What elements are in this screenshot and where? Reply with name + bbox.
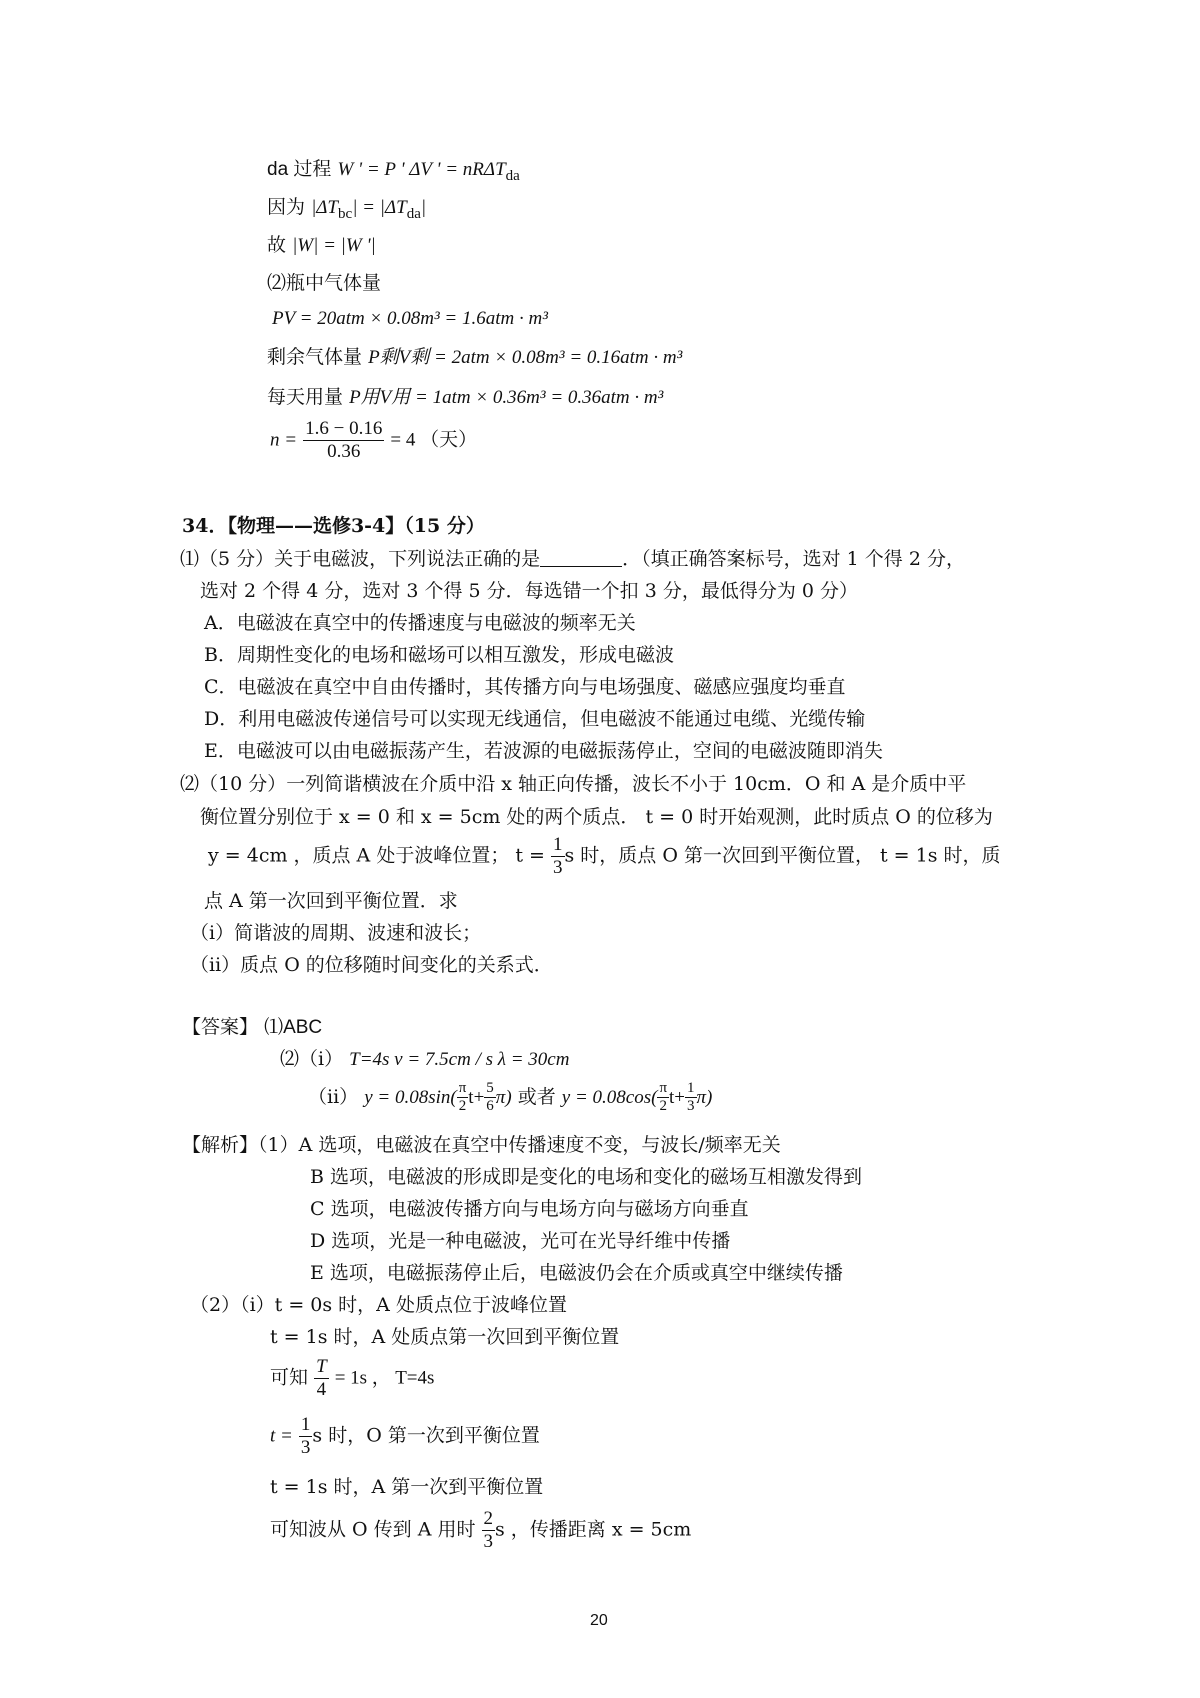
analysis-line-1 bbox=[182, 1134, 781, 1157]
n-rhs: = 4 （天） bbox=[390, 429, 478, 451]
step6-prefix: 可知波从 O 传到 A 用时 bbox=[270, 1518, 476, 1541]
option-a: A．电磁波在真空中的传播速度与电磁波的频率无关 bbox=[204, 612, 636, 634]
q34-part2-line2: 衡位置分别位于 x = 0 和 x = 5cm 处的两个质点． t = 0 时开始观测，此时质点 O 的位移为 bbox=[200, 806, 993, 828]
six-denominator: 6 bbox=[486, 1098, 494, 1115]
because-sub-right: da bbox=[406, 205, 421, 222]
five-sixths-fraction bbox=[484, 1080, 496, 1116]
or-text: 或者 bbox=[517, 1085, 556, 1108]
pi-numerator-b: π bbox=[657, 1080, 669, 1098]
so-label: 故 bbox=[267, 234, 287, 256]
answer-label: 【答案】 bbox=[182, 1016, 259, 1038]
t-over-4-fraction bbox=[314, 1356, 329, 1401]
bottle-gas-heading: ⑵瓶中气体量 bbox=[267, 272, 382, 294]
analysis-step-1: （2）（i）t = 0s 时，A 处质点位于波峰位置 bbox=[190, 1294, 567, 1316]
da-subscript: da bbox=[505, 167, 520, 184]
step3-prefix: 可知 bbox=[270, 1366, 309, 1389]
two-denominator-b: 2 bbox=[659, 1098, 667, 1115]
step4-fraction bbox=[299, 1414, 313, 1459]
da-label: da 过程 bbox=[267, 159, 332, 180]
one-third-fraction-b bbox=[685, 1080, 697, 1116]
because-eq-mid: | = |ΔT bbox=[352, 197, 407, 218]
answer-blank bbox=[540, 548, 622, 567]
answer-line-2 bbox=[280, 1048, 569, 1072]
sin-mid: t+ bbox=[468, 1086, 485, 1108]
analysis-label: 【解析】 bbox=[182, 1134, 259, 1156]
n-fraction bbox=[303, 418, 384, 463]
one-numerator: 1 bbox=[685, 1080, 697, 1098]
analysis-c: C 选项，电磁波传播方向与电场方向与磁场方向垂直 bbox=[310, 1198, 749, 1220]
cos-suffix: π) bbox=[696, 1086, 713, 1108]
sub-question-ii: （ⅱ）质点 O 的位移随时间变化的关系式． bbox=[190, 954, 553, 976]
answer-part3-label: （ii） bbox=[308, 1085, 359, 1108]
sin-suffix: π) bbox=[495, 1086, 512, 1108]
step6-numerator: 2 bbox=[483, 1508, 494, 1529]
option-d: D．利用电磁波传递信号可以实现无线通信，但电磁波不能通过电缆、光缆传输 bbox=[204, 708, 866, 730]
four-denominator: 4 bbox=[316, 1378, 327, 1400]
remaining-gas-line bbox=[267, 346, 682, 370]
n-lhs: n = bbox=[270, 429, 298, 451]
q34-part2-line1: ⑵（10 分）一列简谐横波在介质中沿 x 轴正向传播，波长不小于 10cm．O 和 A 是介质中平 bbox=[180, 773, 967, 795]
da-process-line bbox=[267, 158, 520, 185]
cos-mid: t+ bbox=[669, 1086, 686, 1108]
step4-prefix: t = bbox=[270, 1425, 293, 1447]
daily-label: 每天用量 bbox=[267, 386, 344, 408]
two-denominator: 2 bbox=[458, 1098, 467, 1115]
remaining-label: 剩余气体量 bbox=[267, 346, 363, 368]
q34-line3-text-b: s 时，质点 O 第一次回到平衡位置， t = 1s 时，质 bbox=[564, 844, 1001, 867]
analysis-a: （1）A 选项，电磁波在真空中传播速度不变，与波长/频率无关 bbox=[258, 1134, 781, 1156]
q34-part2-line4: 点 A 第一次回到平衡位置．求 bbox=[204, 890, 458, 912]
q34-part1-line2: 选对 2 个得 4 分，选对 3 个得 5 分．每选错一个扣 3 分，最低得分为 0 分） bbox=[200, 580, 859, 602]
analysis-step-6 bbox=[270, 1508, 691, 1553]
because-sub-left: bc bbox=[338, 205, 353, 222]
step4-denominator: 3 bbox=[300, 1436, 311, 1458]
answer-part2-equation: T=4s v = 7.5cm / s λ = 30cm bbox=[349, 1049, 570, 1070]
step6-suffix: s ，传播距离 x = 5cm bbox=[495, 1518, 692, 1541]
step3-suffix: = 1s ， T=4s bbox=[334, 1367, 435, 1389]
option-b: B．周期性变化的电场和磁场可以相互激发，形成电磁波 bbox=[204, 644, 674, 666]
pi-numerator: π bbox=[457, 1080, 469, 1098]
analysis-step-4 bbox=[270, 1414, 540, 1459]
n-numerator: 1.6 − 0.16 bbox=[305, 418, 383, 439]
step4-suffix: s 时，O 第一次到平衡位置 bbox=[312, 1424, 540, 1447]
q34-part1-text-a: ⑴（5 分）关于电磁波，下列说法正确的是 bbox=[180, 548, 541, 570]
daily-usage-line bbox=[267, 386, 663, 410]
five-numerator: 5 bbox=[484, 1080, 496, 1098]
analysis-e: E 选项，电磁振荡停止后，电磁波仍会在介质或真空中继续传播 bbox=[310, 1262, 843, 1284]
option-e: E．电磁波可以由电磁振荡产生，若波源的电磁振荡停止，空间的电磁波随即消失 bbox=[204, 740, 883, 762]
one-third-fraction bbox=[551, 834, 565, 879]
analysis-step-5: t = 1s 时，A 第一次到平衡位置 bbox=[270, 1476, 544, 1498]
question-34-title: 34．【物理——选修3-4】（15 分） bbox=[182, 515, 485, 537]
because-label: 因为 bbox=[267, 196, 306, 218]
answer-part2-label: ⑵（i） bbox=[280, 1048, 344, 1070]
so-equation: |W| = |W '| bbox=[292, 235, 376, 256]
sin-prefix: y = 0.08sin( bbox=[364, 1086, 457, 1108]
answer-part1: ⑴ABC bbox=[264, 1017, 323, 1038]
analysis-step-2: t = 1s 时，A 处质点第一次回到平衡位置 bbox=[270, 1326, 620, 1348]
pv-equation: PV = 20atm × 0.08m³ = 1.6atm · m³ bbox=[272, 308, 548, 329]
page-number: 20 bbox=[590, 1612, 608, 1629]
one-third-num: 1 bbox=[553, 834, 563, 855]
cos-prefix: y = 0.08cos( bbox=[561, 1086, 658, 1108]
q34-part2-line3 bbox=[208, 834, 1001, 879]
because-line bbox=[267, 196, 426, 223]
step6-fraction bbox=[482, 1508, 496, 1553]
q34-line3-text-a: y = 4cm ，质点 A 处于波峰位置； t = bbox=[208, 844, 545, 867]
analysis-d: D 选项，光是一种电磁波，光可在光导纤维中传播 bbox=[310, 1230, 731, 1252]
one-third-den: 3 bbox=[553, 856, 563, 878]
daily-equation: P用V用 = 1atm × 0.36m³ = 0.36atm · m³ bbox=[349, 387, 664, 408]
answer-line-3 bbox=[308, 1080, 712, 1116]
da-equation: W ' = P ' ΔV ' = nRΔT bbox=[337, 159, 506, 180]
three-denominator: 3 bbox=[687, 1098, 695, 1115]
because-eq-left: |ΔT bbox=[311, 197, 339, 218]
q34-part1-line1 bbox=[180, 548, 965, 571]
n-denominator: 0.36 bbox=[327, 440, 361, 462]
t-numerator: T bbox=[316, 1356, 327, 1377]
n-days-equation bbox=[270, 418, 477, 463]
option-c: C．电磁波在真空中自由传播时，其传播方向与电场强度、磁感应强度均垂直 bbox=[204, 676, 846, 698]
step6-denominator: 3 bbox=[483, 1530, 494, 1552]
remaining-equation: P剩V剩 = 2atm × 0.08m³ = 0.16atm · m³ bbox=[368, 347, 683, 368]
analysis-b: B 选项，电磁波的形成即是变化的电场和变化的磁场互相激发得到 bbox=[310, 1166, 863, 1188]
analysis-step-3 bbox=[270, 1356, 434, 1401]
answer-line-1 bbox=[182, 1016, 322, 1040]
sub-question-i: （ⅰ）简谐波的周期、波速和波长； bbox=[190, 922, 482, 944]
q34-part1-text-b: ．（填正确答案标号，选对 1 个得 2 分， bbox=[622, 548, 965, 570]
because-eq-right: | bbox=[420, 197, 427, 218]
so-line bbox=[267, 234, 376, 258]
step4-numerator: 1 bbox=[300, 1414, 311, 1435]
pi-over-2-fraction-b bbox=[657, 1080, 669, 1116]
pi-over-2-fraction bbox=[457, 1080, 469, 1116]
